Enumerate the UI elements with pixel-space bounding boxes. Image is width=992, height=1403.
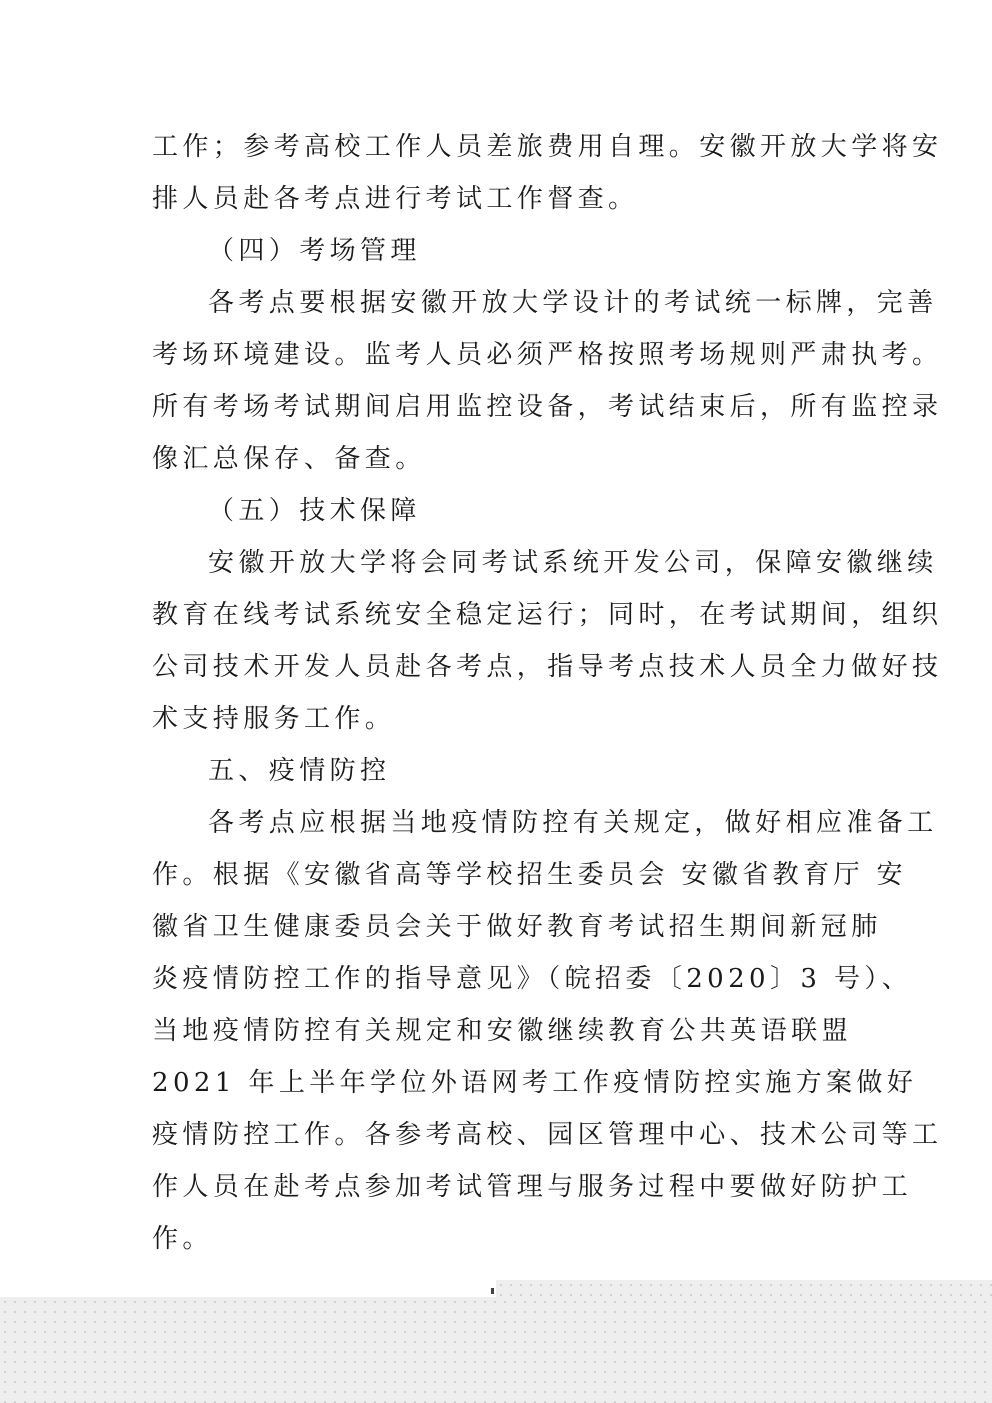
section-heading-epidemic-prevention: 五、疫情防控 bbox=[208, 756, 391, 786]
background-pattern bbox=[496, 1280, 992, 1297]
text-line: 2021 年上半年学位外语网考工作疫情防控实施方案做好 bbox=[152, 1068, 918, 1098]
text-line: 疫情防控工作。各参考高校、园区管理中心、技术公司等工 bbox=[152, 1120, 943, 1150]
text-line: 术支持服务工作。 bbox=[152, 704, 396, 734]
text-line: 排人员赴各考点进行考试工作督查。 bbox=[152, 184, 639, 214]
text-line: 公司技术开发人员赴各考点，指导考点技术人员全力做好技 bbox=[152, 652, 943, 682]
text-line: 作人员在赴考点参加考试管理与服务过程中要做好防护工 bbox=[152, 1172, 913, 1202]
text-line: 工作；参考高校工作人员差旅费用自理。安徽开放大学将安 bbox=[152, 132, 943, 162]
text-line: 考场环境建设。监考人员必须严格按照考场规则严肃执考。 bbox=[152, 340, 943, 370]
document-body bbox=[152, 121, 943, 1265]
text-line: 所有考场考试期间启用监控设备，考试结束后，所有监控录 bbox=[152, 392, 943, 422]
text-line: 安徽开放大学将会同考试系统开发公司，保障安徽继续 bbox=[208, 548, 938, 578]
background-pattern bbox=[0, 1297, 992, 1403]
section-heading-exam-room-management: （四）考场管理 bbox=[208, 236, 421, 266]
text-line: 当地疫情防控有关规定和安徽继续教育公共英语联盟 bbox=[152, 1016, 852, 1046]
text-line: 徽省卫生健康委员会关于做好教育考试招生期间新冠肺 bbox=[152, 912, 882, 942]
section-heading-technical-support: （五）技术保障 bbox=[208, 496, 421, 526]
text-line: 作。根据《安徽省高等学校招生委员会 安徽省教育厅 安 bbox=[152, 860, 907, 890]
page-mark bbox=[491, 1288, 494, 1294]
text-line: 各考点应根据当地疫情防控有关规定，做好相应准备工 bbox=[208, 808, 938, 838]
text-line: 炎疫情防控工作的指导意见》（皖招委〔2020〕3 号）、 bbox=[152, 964, 913, 994]
text-line: 像汇总保存、备查。 bbox=[152, 444, 426, 474]
text-line: 教育在线考试系统安全稳定运行；同时，在考试期间，组织 bbox=[152, 600, 943, 630]
text-line: 各考点要根据安徽开放大学设计的考试统一标牌，完善 bbox=[208, 288, 938, 318]
text-line: 作。 bbox=[152, 1224, 213, 1254]
